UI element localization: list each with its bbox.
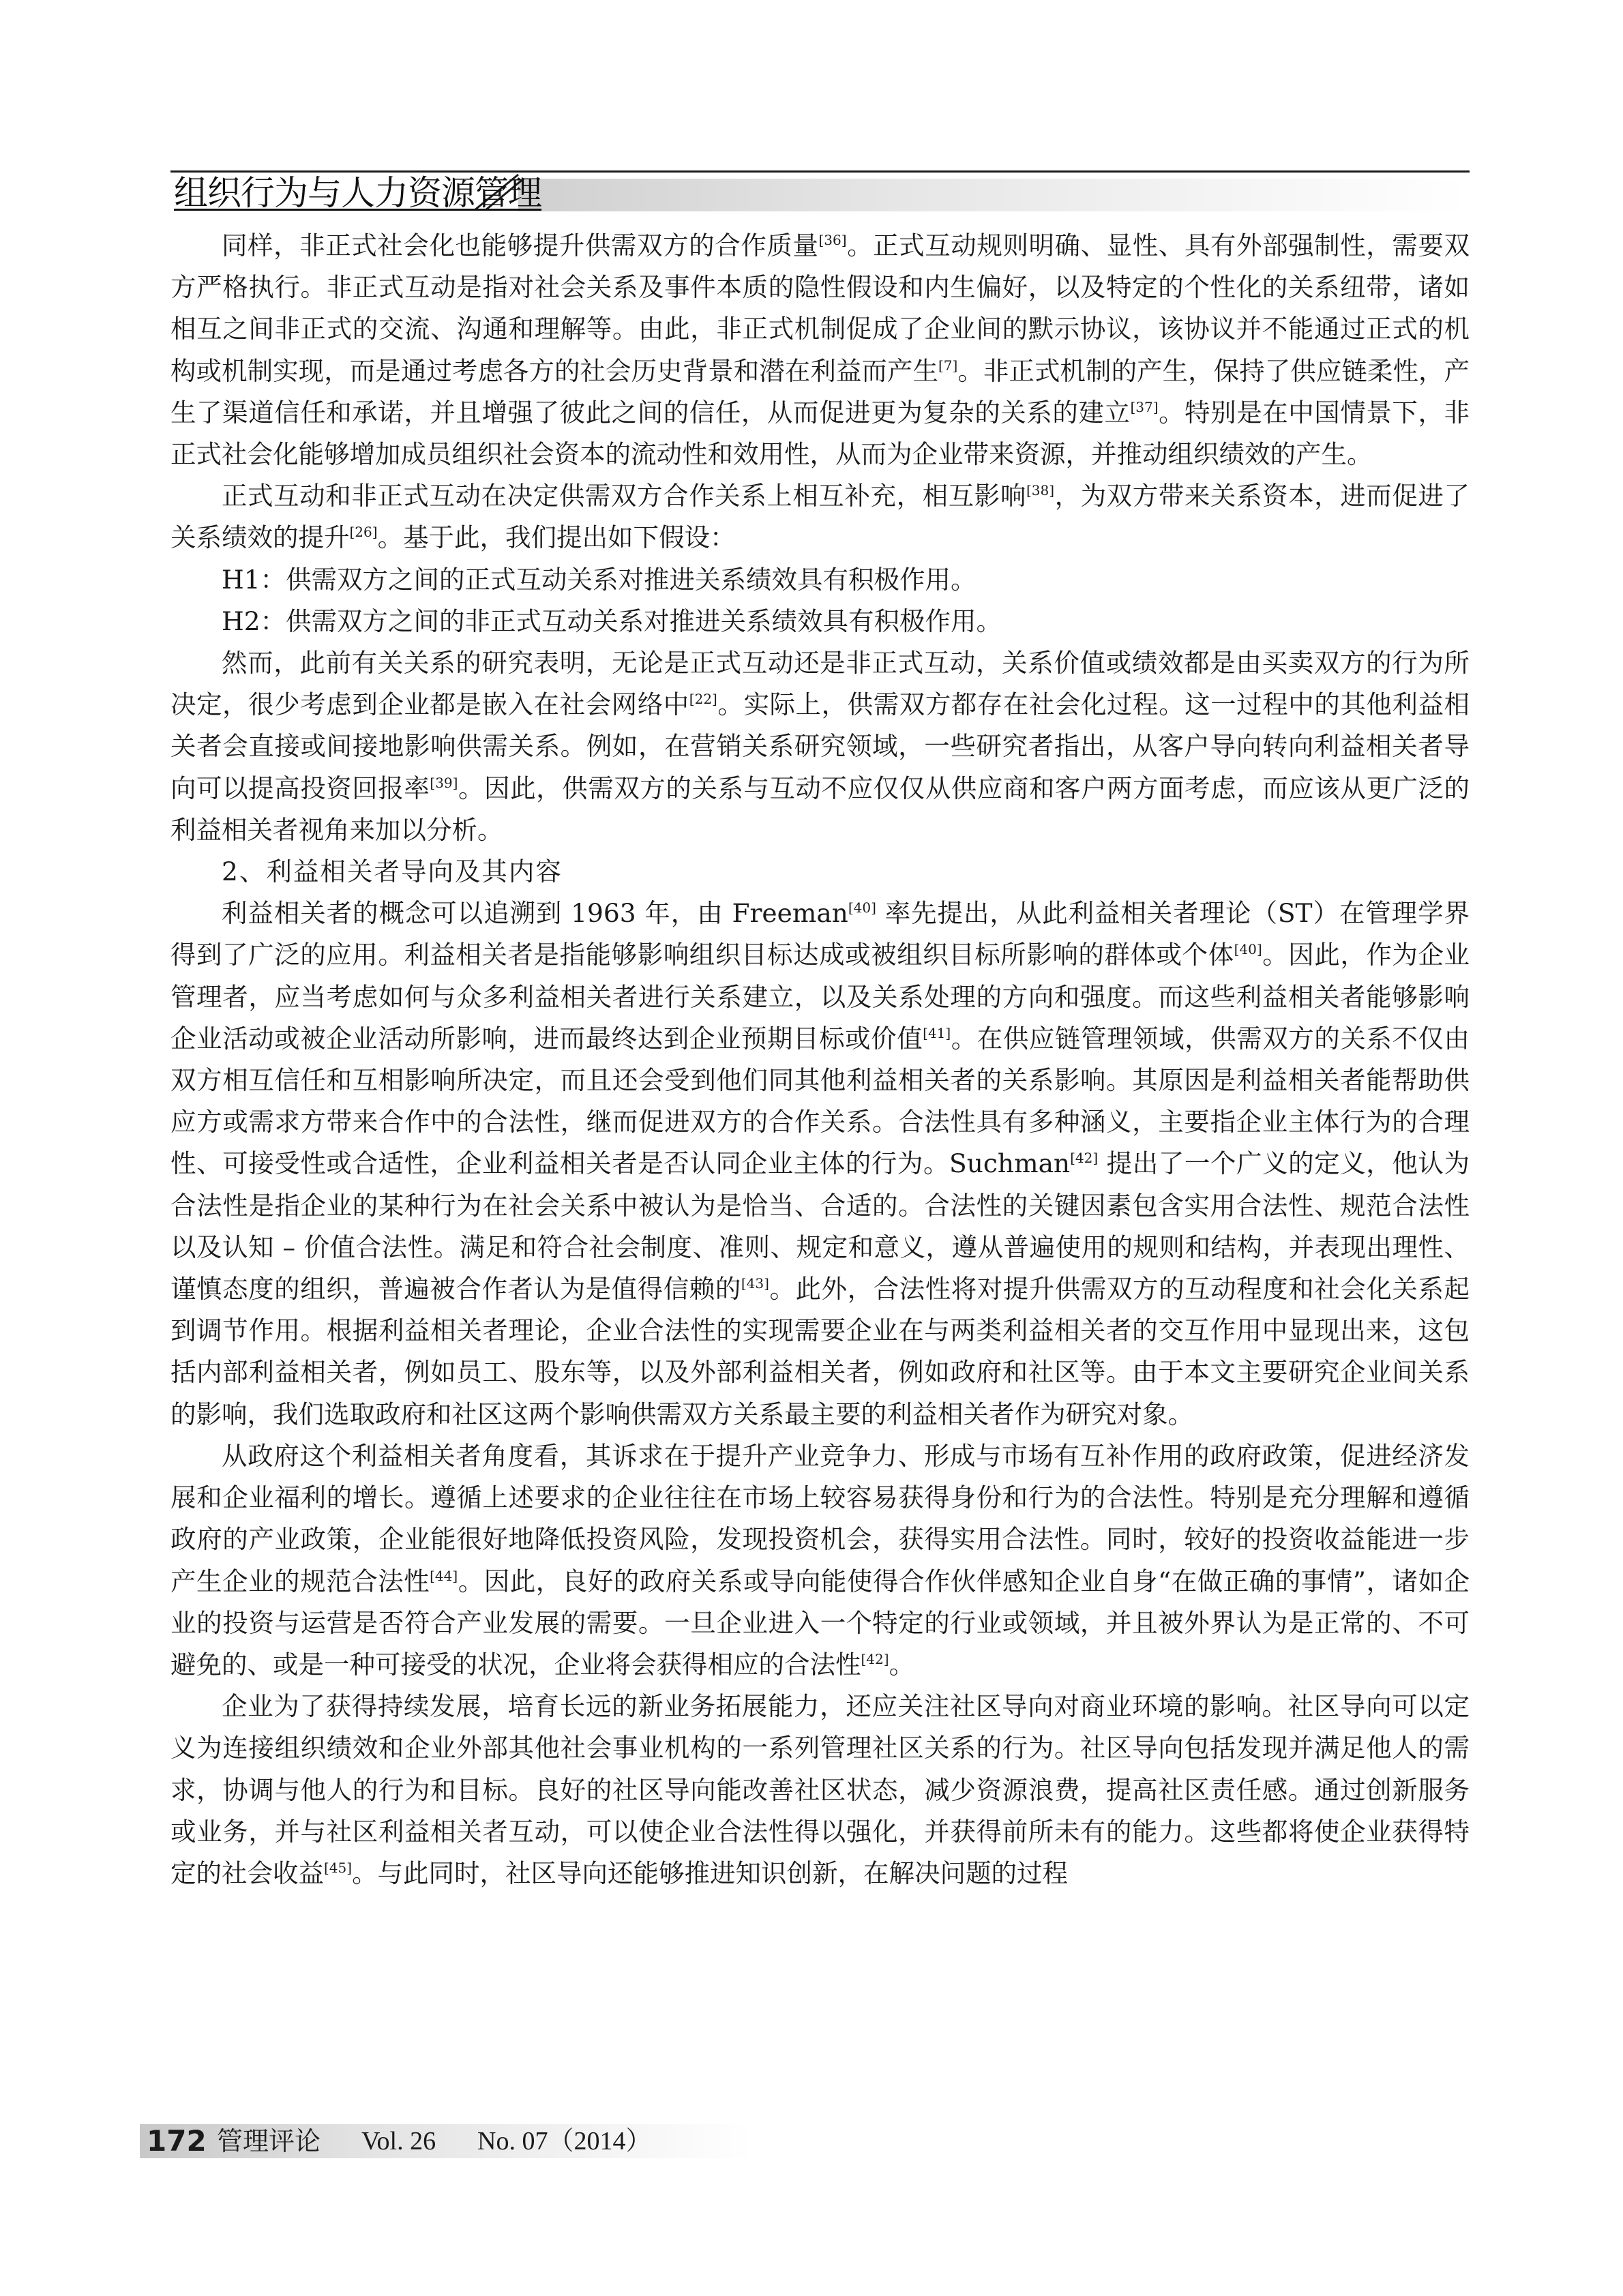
citation-ref: [36] xyxy=(818,232,847,248)
text-run: 然而，此前有关关系的研究表明，无论是正式互动还是非正式互动，关系价值或绩效都是由买卖双方的行为所决定，很少考虑到企业都是嵌入在社会网络中 xyxy=(170,648,1470,720)
text-run: 。特别是在中国情景下，非正式社会化能够增加成员组织社会资本的流动性和效用性，从而为企业带来资源，并推动组织绩效的产生。 xyxy=(170,397,1470,470)
text-run: 。因此，供需双方的关系与互动不应仅仅从供应商和客户两方面考虑，而应该从更广泛的利益相关者视角来加以分析。 xyxy=(170,773,1470,845)
journal-name: 管理评论 xyxy=(217,2126,321,2156)
journal-issue: No. 07（2014） xyxy=(477,2127,652,2156)
text-run: 率先提出，从此利益相关者理论（ST）在管理学界得到了广泛的应用。利益相关者是指能够影响组织目标达成或被组织目标所影响的群体或个体 xyxy=(170,898,1470,970)
citation-ref: [41] xyxy=(923,1024,951,1041)
text-run: 。 xyxy=(889,1649,915,1680)
article-body xyxy=(170,225,1470,1894)
citation-ref: [42] xyxy=(861,1650,889,1667)
paragraph xyxy=(170,225,1470,475)
text-run: ，为双方带来关系资本，进而促进了关系绩效的提升 xyxy=(170,481,1470,553)
text-run: 。实际上，供需双方都存在社会化过程。这一过程中的其他利益相关者会直接或间接地影响供需关系。例如，在营销关系研究领域，一些研究者指出，从客户导向转向利益相关者导向可以提高投资回报率 xyxy=(170,689,1470,803)
subsection-heading: 2、利益相关者导向及其内容 xyxy=(222,856,563,887)
citation-ref: [39] xyxy=(430,774,458,791)
citation-ref: [22] xyxy=(689,691,717,708)
paragraph xyxy=(170,475,1470,558)
citation-ref: [42] xyxy=(1070,1150,1099,1167)
text-run: 正式互动和非正式互动在决定供需双方合作关系上相互补充，相互影响 xyxy=(222,481,1026,511)
citation-ref: [37] xyxy=(1130,398,1159,415)
citation-ref: [38] xyxy=(1026,482,1054,499)
citation-ref: [40] xyxy=(1234,941,1262,958)
page-number: 172 xyxy=(147,2124,207,2158)
header-band xyxy=(518,179,1470,211)
paragraph xyxy=(170,642,1470,851)
text-run: 。正式互动规则明确、显性、具有外部强制性，需要双方严格执行。非正式互动是指对社会关系及事件本质的隐性假设和内生偏好，以及特定的个性化的关系纽带，诸如相互之间非正式的交流、沟通和理解等。由此，非正式机制促成了企业间的默示协议，该协议并不能通过正式的机构或机制实现，而是通过考虑各方的社会历史背景和潜在利益而产生 xyxy=(170,230,1470,386)
text-run: 。因此，良好的政府关系或导向能使得合作伙伴感知企业自身“在做正确的事情”，诸如企业的投资与运营是否符合产业发展的需要。一旦企业进入一个特定的行业或领域，并且被外界认为是正常的、不可避免的、或是一种可接受的状况，企业将会获得相应的合法性 xyxy=(170,1566,1470,1680)
citation-ref: [45] xyxy=(324,1859,353,1876)
text-run: 。与此同时，社区导向还能够推进知识创新，在解决问题的过程 xyxy=(352,1858,1069,1888)
section-title: 组织行为与人力资源管理 xyxy=(174,173,541,213)
citation-ref: [26] xyxy=(349,524,378,541)
paragraph xyxy=(170,1435,1470,1686)
text-run: 。因此，作为企业管理者，应当考虑如何与众多利益相关者进行关系建立，以及关系处理的方向和强度。而这些利益相关者能够影响企业活动或被企业活动所影响，进而最终达到企业预期目标或价值 xyxy=(170,940,1470,1054)
text-run: 从政府这个利益相关者角度看，其诉求在于提升产业竞争力、形成与市场有互补作用的政府政策，促进经济发展和企业福利的增长。遵循上述要求的企业往往在市场上较容易获得身份和行为的合法性。特别是充分理解和遵循政府的产业政策，企业能很好地降低投资风险，发现投资机会，获得实用合法性。同时，较好的投资收益能进一步产生企业的规范合法性 xyxy=(170,1440,1470,1596)
citation-ref: [43] xyxy=(741,1275,769,1292)
text-run: 提出了一个广义的定义，他认为合法性是指企业的某种行为在社会关系中被认为是恰当、合适的。合法性的关键因素包含实用合法性、规范合法性以及认知 – 价值合法性。满足和符合社会制度、准则、规定和意义，遵从普遍使用的规则和结构，并表现出理性、谨慎态度的组织，普遍被合作者认为是值得信赖的 xyxy=(170,1148,1470,1304)
text-run: 。此外，合法性将对提升供需双方的互动程度和社会化关系起到调节作用。根据利益相关者理论，企业合法性的实现需要企业在与两类利益相关者的交互作用中显现出来，这包括内部利益相关者，例如员工、股东等，以及外部利益相关者，例如政府和社区等。由于本文主要研究企业间关系的影响，我们选取政府和社区这两个影响供需双方关系最主要的利益相关者作为研究对象。 xyxy=(170,1274,1470,1429)
text-run: 同样，非正式社会化也能够提升供需双方的合作质量 xyxy=(222,230,819,260)
citation-ref: [40] xyxy=(848,899,876,916)
text-run: 利益相关者的概念可以追溯到 1963 年，由 Freeman xyxy=(222,898,848,929)
text-run: 。基于此，我们提出如下假设： xyxy=(377,522,736,553)
hypothesis-h2: H2：供需双方之间的非正式互动关系对推进关系绩效具有积极作用。 xyxy=(222,606,1002,636)
paragraph xyxy=(170,893,1470,1435)
paragraph xyxy=(170,1686,1470,1894)
text-run: 。在供应链管理领域，供需双方的关系不仅由双方相互信任和互相影响所决定，而且还会受到他们同其他利益相关者的关系影响。其原因是利益相关者能帮助供应方或需求方带来合作中的合法性，继而促进双方的合作关系。合法性具有多种涵义，主要指企业主体行为的合理性、可接受性或合适性，企业利益相关者是否认同企业主体的行为。Suchman xyxy=(170,1023,1470,1179)
journal-volume: Vol. 26 xyxy=(361,2127,436,2156)
hypothesis-h1: H1：供需双方之间的正式互动关系对推进关系绩效具有积极作用。 xyxy=(222,564,977,595)
citation-ref: [7] xyxy=(938,357,958,374)
text-run: 。非正式机制的产生，保持了供应链柔性，产生了渠道信任和承诺，并且增强了彼此之间的信任，从而促进更为复杂的关系的建立 xyxy=(170,355,1470,428)
citation-ref: [44] xyxy=(430,1567,458,1584)
text-run: 企业为了获得持续发展，培育长远的新业务拓展能力，还应关注社区导向对商业环境的影响。社区导向可以定义为连接组织绩效和企业外部其他社会事业机构的一系列管理社区关系的行为。社区导向包括发现并满足他人的需求，协调与他人的行为和目标。良好的社区导向能改善社区状态，减少资源浪费，提高社区责任感。通过创新服务或业务，并与社区利益相关者互动，可以使企业合法性得以强化，并获得前所未有的能力。这些都将使企业获得特定的社会收益 xyxy=(170,1691,1470,1888)
